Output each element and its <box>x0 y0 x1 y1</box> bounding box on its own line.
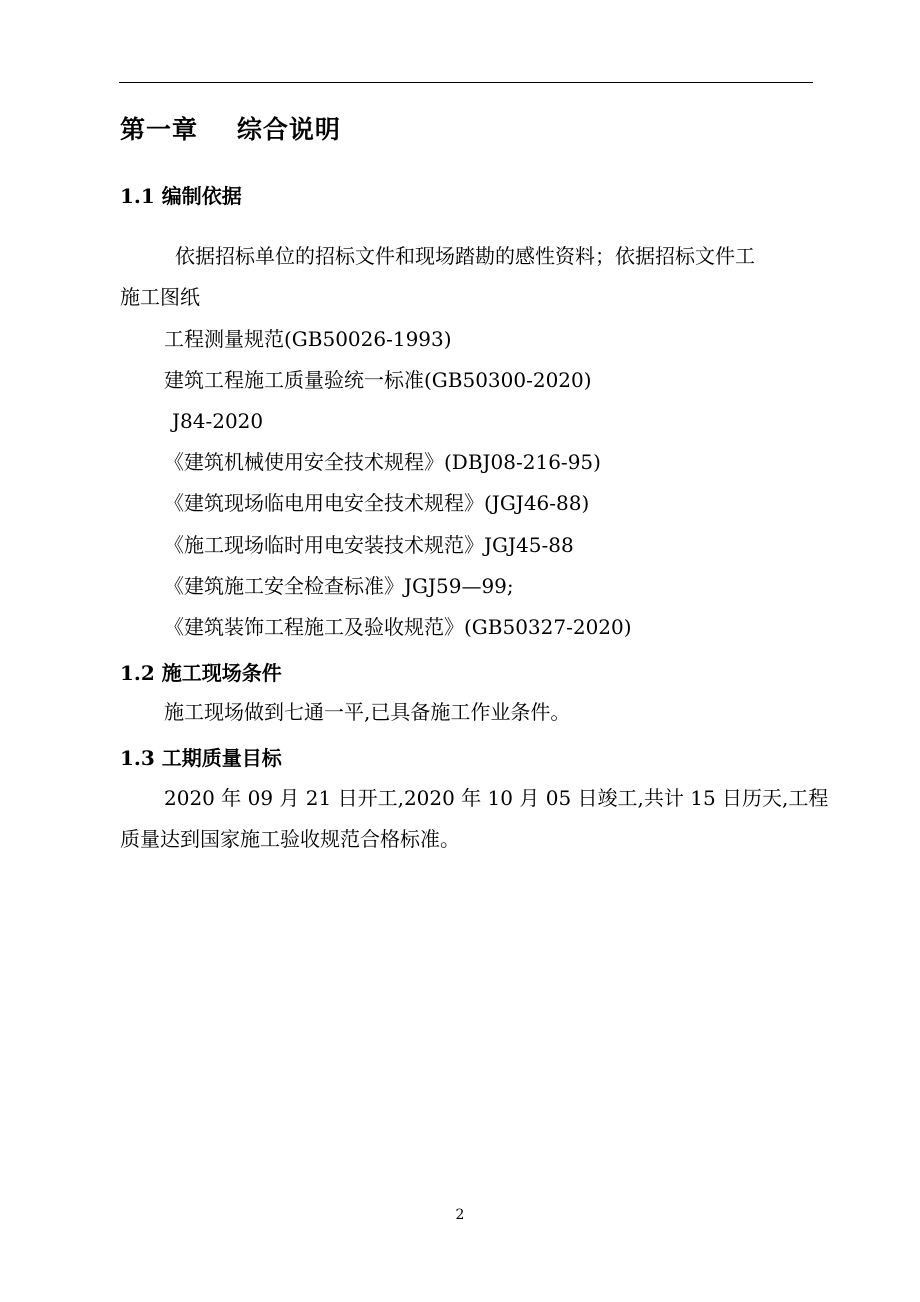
page-number: 2 <box>455 1207 465 1223</box>
basis-item: 建筑工程施工质量验统一标准(GB50300-2020) <box>164 368 592 392</box>
section-heading-1-3: 1.3 工期质量目标 <box>120 746 282 770</box>
basis-item: 《建筑现场临电用电安全技术规程》(JGJ46-88) <box>164 491 590 515</box>
intro-line-1: 依据招标单位的招标文件和现场踏勘的感性资料；依据招标文件工 <box>175 244 755 268</box>
schedule-text-line-1: 2020 年 09 月 21 日开工,2020 年 10 月 05 日竣工,共计 15 日历天,工程 <box>164 786 829 810</box>
basis-item: 《施工现场临时用电安装技术规范》JGJ45-88 <box>164 533 574 557</box>
schedule-text-line-2: 质量达到国家施工验收规范合格标准。 <box>120 827 460 851</box>
basis-item: 《建筑装饰工程施工及验收规范》(GB50327-2020) <box>164 615 632 639</box>
section-heading-1-2: 1.2 施工现场条件 <box>120 661 282 685</box>
basis-item: 《建筑机械使用安全技术规程》(DBJ08-216-95) <box>164 450 601 474</box>
chapter-title: 第一章 综合说明 <box>120 115 341 144</box>
intro-line-2: 施工图纸 <box>120 285 200 309</box>
basis-item: 工程测量规范(GB50026-1993) <box>164 327 452 351</box>
basis-item: J84-2020 <box>172 409 264 433</box>
site-conditions-text: 施工现场做到七通一平,已具备施工作业条件。 <box>164 700 571 724</box>
section-heading-1-1: 1.1 编制依据 <box>120 184 242 208</box>
basis-item: 《建筑施工安全检查标准》JGJ59—99; <box>164 574 514 598</box>
header-rule <box>119 82 813 83</box>
